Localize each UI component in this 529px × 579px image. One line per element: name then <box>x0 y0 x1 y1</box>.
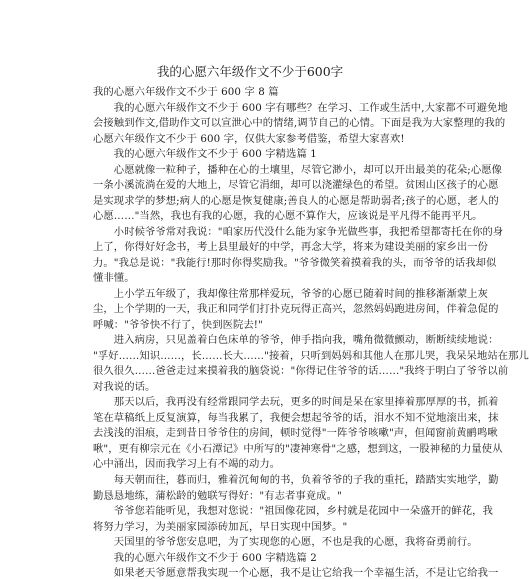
body-line: 上小学五年级了，我却像往常那样爱玩，爷爷的心愿已随着时间的推移渐渐蒙上灰 <box>93 287 489 300</box>
document-title: 我的心愿六年级作文不少于600字 <box>156 64 344 79</box>
body-line: 心愿就像一粒种子，播种在心的土壤里，尽管它渺小，却可以开出最美的花朵;心愿像 <box>93 163 503 176</box>
body-line: 上了，你得好好念书，考上县里最好的中学，再念大学，将来为建设美丽的家乡出一份 <box>93 241 489 254</box>
body-line: 心中涌出，因而我学习上有不竭的动力。 <box>93 458 281 471</box>
body-line: 会接触到作文,借助作文可以宣泄心中的情绪,调节自己的心情。下面是我为大家整理的我的 <box>93 117 506 130</box>
body-line: 小时候爷爷常对我说："咱家历代没什么能为家争光做些事，我把希望都寄托在你的身 <box>93 225 504 238</box>
body-line: 啾"，更有柳宗元在《小石潭记》中所写的"凄神寒骨"之感，想到这，一股神秘的力量使从 <box>93 442 503 455</box>
body-line: 是实现求学的梦想;病人的心愿是恢复健康;善良人的心愿是帮助弱者;孩子的心愿，老人的 <box>93 194 499 207</box>
body-line: 我的心愿六年级作文不少于 600 字有哪些？在学习、工作或生活中,大家都不可避免地 <box>93 101 508 114</box>
body-line: 笔在草稿纸上反复演算，每当我累了，我便会想起爷爷的话，泪水不知不觉地滚出来，抹 <box>93 411 499 424</box>
body-line: 很久很久……爸爸走过来摸着我的脑袋说："你得记住爷爷的话……"我终于明白了爷爷以前 <box>93 365 509 378</box>
body-line: 去浅浅的泪痕，走到昔日爷爷住的房间，顿时觉得"一阵爷爷咳嗽"声，但闻窗前黄鹂鸣啾 <box>93 427 498 440</box>
body-line: 勤恳恳地练，蒲松龄的勉联写得好："有志者事竟成。" <box>93 489 342 502</box>
body-line: 我的心愿六年级作文不少于 600 字 8 篇 <box>93 86 279 98</box>
body-line: 每天朝而往，暮而归，雅着沉甸甸的书，负着爷爷的子我的重托，踏踏实实地学，勤 <box>93 474 499 486</box>
body-line: 尘，上个学期的一天，我正和同学们打扑克玩得正高兴，忽然妈妈跑进房间，伴着急促的 <box>93 303 499 316</box>
body-line: 懂非懂。 <box>93 272 135 285</box>
body-line: 我的心愿六年级作文不少于 600 字精选篇 2 <box>93 551 317 564</box>
body-line: 心愿六年级作文不少于 600 字，仅供大家参考借鉴，希望大家喜欢! <box>93 132 405 145</box>
body-line: 将努力学习，为美丽家园添砖加瓦，早日实现中国梦。" <box>93 520 348 533</box>
body-line: 那天以后，我再没有经常跟同学去玩，更多的时间是呆在家里捧着那厚厚的书，抓着 <box>93 396 499 409</box>
body-line: 力。"我总是说："我能行!那时你得奖励我。"爷爷微笑着摸着我的头，而爷爷的话我却似 <box>93 256 497 269</box>
body-line: 心愿……"当然，我也有我的心愿，我的心愿不算作大，应该说是平凡得不能再平凡。 <box>93 210 483 223</box>
body-line: 如果老天爷愿意帮我实现一个心愿，我不是让它给我一个幸福生活，不是让它给我一 <box>93 567 499 579</box>
body-line: 一条小溪流淌在爱的大地上，尽管它涓细，却可以浇灌绿色的希望。贫困山区孩子的心愿 <box>93 179 499 192</box>
body-line: "孚好……知识……，长……长大……"接着，只听到妈妈和其他人在那儿哭，我呆呆地站在那儿 <box>93 349 529 362</box>
body-line: 对我说的话。 <box>93 380 156 393</box>
body-line: 天国里的爷爷您安息吧，为了实现您的心愿，不也是我的心愿，我将奋勇前行。 <box>93 536 478 549</box>
body-line: 进入病房，只见盖着白色床单的爷爷，伸手指向我，嘴角微微颤动，断断续续地说： <box>93 334 499 347</box>
body-line: 呼喊："爷爷快不行了，快到医院去!" <box>93 318 263 331</box>
body-line: 爷爷您若能听见，我想对您说："祖国像花园，乡村就是花园中一朵盛开的鲜花，我 <box>93 505 493 518</box>
body-line: 我的心愿六年级作文不少于 600 字精选篇 1 <box>93 148 317 161</box>
